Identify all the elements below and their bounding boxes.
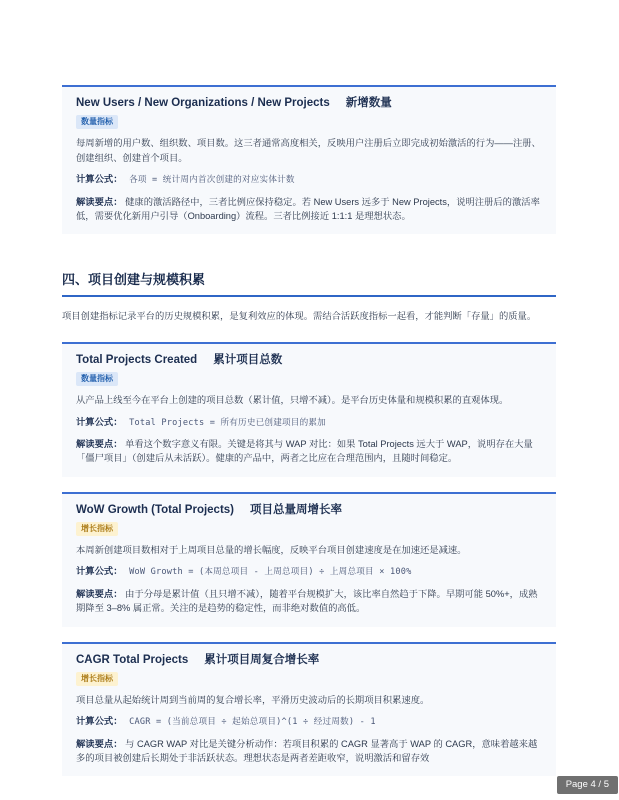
metric-formula-row — [76, 172, 542, 187]
metric-type-badge: 数量指标 — [76, 115, 118, 129]
metric-formula-row — [76, 714, 542, 729]
metric-title-en: CAGR Total Projects — [76, 653, 189, 666]
formula-text: 各项 = 统计周内首次创建的对应实体计数 — [129, 175, 295, 186]
metric-card-new-users-orgs-projects — [62, 85, 556, 234]
formula-label: 计算公式： — [76, 174, 123, 185]
interpretation-label: 解读要点： — [76, 738, 123, 749]
metric-description: 本周新创建项目数相对于上周项目总量的增长幅度，反映平台项目创建速度是在加速还是减速。 — [76, 545, 467, 555]
interpretation-label: 解读要点： — [76, 588, 123, 599]
metric-title-en: WoW Growth (Total Projects) — [76, 503, 235, 516]
formula-label: 计算公式： — [76, 566, 123, 577]
metric-interpretation-row — [76, 587, 542, 616]
interpretation-text: 与 CAGR WAP 对比是关键分析动作：若项目积累的 CAGR 显著高于 WAP 的 CAGR，意味着越来越多的项目被创建后长期处于非活跃状态。理想状态是两者差距收窄，说明激活和留存效 — [76, 738, 538, 764]
metric-interpretation-row — [76, 737, 542, 766]
metric-formula-row — [76, 564, 542, 579]
formula-label: 计算公式： — [76, 416, 123, 427]
section-description: 项目创建指标记录平台的历史规模积累，是复利效应的体现。需结合活跃度指标一起看，才能判断「存量」的质量。 — [62, 311, 537, 322]
metric-card-title — [76, 353, 542, 367]
metric-card-total-projects-created — [62, 342, 556, 477]
interpretation-label: 解读要点： — [76, 438, 123, 449]
formula-text: WoW Growth = (本周总项目 - 上周总项目) ÷ 上周总项目 × 100% — [129, 567, 412, 578]
metric-formula-row — [76, 415, 542, 430]
metric-title-en: Total Projects Created — [76, 353, 198, 366]
metric-description: 从产品上线至今在平台上创建的项目总数（累计值，只增不减）。是平台历史体量和规模积累的直观体现。 — [76, 395, 509, 406]
interpretation-label: 解读要点： — [76, 196, 123, 207]
metric-interpretation-row — [76, 437, 542, 466]
section-four — [62, 269, 556, 323]
metric-card-title — [76, 653, 542, 667]
metric-title-zh: 累计项目总数 — [213, 353, 283, 366]
metric-title-zh: 项目总量周增长率 — [250, 503, 343, 516]
metric-type-badge: 增长指标 — [76, 672, 118, 686]
metric-description: 项目总量从起始统计周到当前周的复合增长率，平滑历史波动后的长期项目积累速度。 — [76, 694, 430, 705]
interpretation-text: 健康的激活路径中，三者比例应保持稳定。若 New Users 远多于 New Projects，说明注册后的激活率低，需要优化新用户引导（Onboarding）流程。三者比例接近 1:1:1 是理想状态。 — [76, 196, 540, 221]
formula-text: Total Projects = 所有历史已创建项目的累加 — [129, 417, 326, 428]
interpretation-text: 单看这个数字意义有限。关键是将其与 WAP 对比：如果 Total Projects 远大于 WAP，说明存在大量「僵尸项目」（创建后从未活跃）。健康的产品中，两者之比应在合理范围内，且随时间稳定。 — [76, 438, 533, 464]
page-number-badge: Page 4 / 5 — [557, 776, 618, 794]
metric-description: 每周新增的用户数、组织数、项目数。这三者通常高度相关，反映用户注册后立即完成初始激活的行为——注册、创建组织、创建首个项目。 — [76, 138, 541, 163]
formula-label: 计算公式： — [76, 716, 123, 727]
metric-title-zh: 新增数量 — [345, 97, 392, 109]
metric-interpretation-row — [76, 195, 542, 224]
page-content — [62, 85, 556, 776]
metric-type-badge: 增长指标 — [76, 522, 118, 536]
metric-title-zh: 累计项目周复合增长率 — [204, 653, 320, 666]
metric-title-en: New Users / New Organizations / New Projects — [76, 97, 330, 109]
metric-type-badge: 数量指标 — [76, 372, 118, 386]
section-title: 四、项目创建与规模积累 — [62, 269, 556, 297]
interpretation-text: 由于分母是累计值（且只增不减），随着平台规模扩大，该比率自然趋于下降。早期可能 50%+，成熟期降至 3–8% 属正常。关注的是趋势的稳定性，而非绝对数值的高低。 — [76, 588, 538, 614]
metric-card-title — [76, 503, 542, 517]
metric-card-wow-growth-total-projects — [62, 492, 556, 627]
metric-card-cagr-total-projects — [62, 642, 556, 777]
metric-card-title — [76, 96, 542, 110]
formula-text: CAGR = (当前总项目 ÷ 起始总项目)^(1 ÷ 经过周数) - 1 — [129, 717, 376, 728]
